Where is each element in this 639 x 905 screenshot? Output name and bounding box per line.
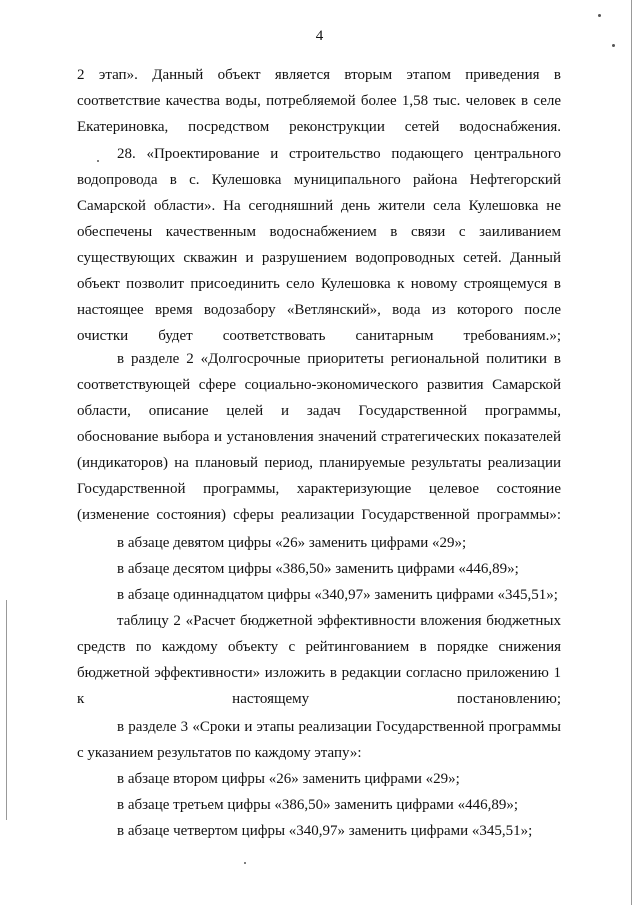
paragraph-item-28: 28. «Проектирование и строительство подающего центрального водопровода в с. Кулешовка муниципального района Нефтегорский Самарской области». На сегодняшний день жители села Кулешовка не обеспечены качественным водоснабжением в связи с заиливанием существующих скважин и разрушением водопроводных сетей. Данный объект позволит присоединить село Кулешовка к новому строящемуся в настоящее время водозабору «Ветлянский», вода из которого после очистки будет соответствовать санитарным требованиям.»; <box>77 146 561 344</box>
amendment-line: в абзаце втором цифры «26» заменить цифрами «29»; <box>117 771 460 787</box>
scan-speck <box>244 862 246 864</box>
paragraph-object-description: 2 этап». Данный объект является вторым этапом приведения в соответствие качества воды, потребляемой более 1,58 тыс. человек в селе Екатериновка, посредством реконструкции сетей водоснабжения. <box>77 67 561 135</box>
page-number: 4 <box>315 28 324 44</box>
amendment-line: в абзаце одиннадцатом цифры «340,97» заменить цифрами «345,51»; <box>117 587 558 603</box>
amendment-line: в абзаце четвертом цифры «340,97» заменить цифрами «345,51»; <box>117 823 533 839</box>
scan-edge-line <box>6 600 7 820</box>
paragraph-section-2: в разделе 2 «Долгосрочные приоритеты региональной политики в соответствующей сфере социально-экономического развития Самарской области, описание целей и задач Государственной программы, обоснование выбора и установления значений стратегических показателей (индикаторов) на плановый период, планируемые результаты реализации Государственной программы, характеризующие целевое состояние (изменение состояния) сферы реализации Государственной программы»: <box>77 351 561 523</box>
amendment-line: в абзаце десятом цифры «386,50» заменить цифрами «446,89»; <box>117 561 519 577</box>
amendment-line: в абзаце третьем цифры «386,50» заменить цифрами «446,89»; <box>117 797 518 813</box>
scan-edge-line <box>631 0 632 905</box>
scan-speck <box>598 14 601 17</box>
amendment-line: в абзаце девятом цифры «26» заменить цифрами «29»; <box>117 535 467 551</box>
paragraph-section-3: в разделе 3 «Сроки и этапы реализации Государственной программы с указанием результатов по каждому этапу»: <box>77 719 561 761</box>
scan-speck <box>612 44 615 47</box>
scan-speck <box>97 160 99 162</box>
paragraph-table-2: таблицу 2 «Расчет бюджетной эффективности вложения бюджетных средств по каждому объекту с рейтингованием в порядке снижения бюджетной эффективности» изложить в редакции согласно приложению 1 к настоящему постановлению; <box>77 613 561 707</box>
